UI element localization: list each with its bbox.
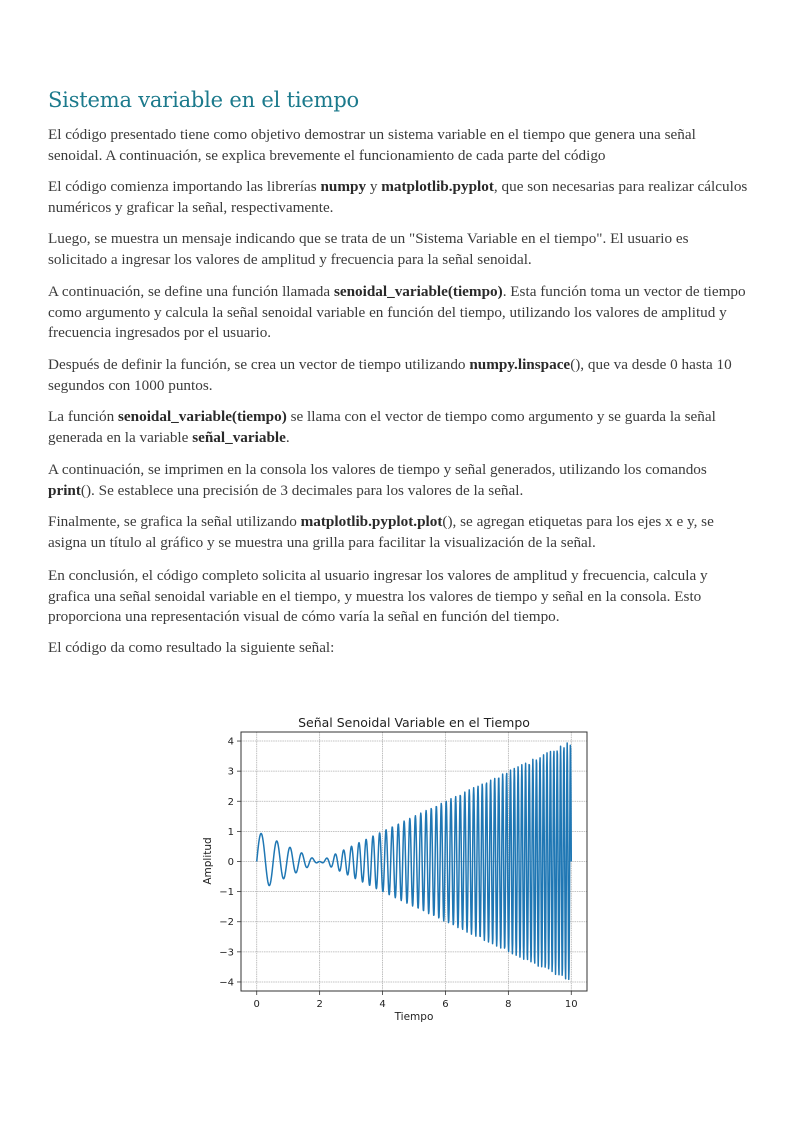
x-tick-label: 0	[253, 999, 260, 1010]
text-run: A continuación, se imprimen en la consola los valores de tiempo y señal generados, utilizando los comandos	[48, 461, 707, 478]
y-tick-label: 2	[227, 796, 234, 808]
text-run: Después de definir la función, se crea un vector de tiempo utilizando	[48, 356, 470, 373]
x-tick-label: 10	[564, 999, 578, 1010]
text-run: El código da como resultado la siguiente señal:	[48, 639, 335, 656]
paragraph	[48, 638, 748, 659]
paragraph	[48, 177, 748, 218]
paragraph	[48, 355, 748, 396]
x-tick-label: 2	[316, 999, 323, 1010]
signal-chart	[195, 708, 605, 1038]
paragraph	[48, 460, 748, 501]
code-term: numpy	[320, 178, 367, 195]
code-term: señal_variable	[192, 428, 286, 446]
text-run: El código presentado tiene como objetivo demostrar un sistema variable en el tiempo que genera una señal senoidal. A continuación, se explica brevemente el funcionamiento de cada parte del código	[48, 126, 696, 164]
code-term: matplotlib.pyplot.plot	[300, 513, 443, 530]
code-term: matplotlib.pyplot	[381, 178, 494, 195]
text-run: En conclusión, el código completo solicita al usuario ingresar los valores de amplitud y frecuencia, calcula y grafica una señal senoidal variable en el tiempo, y muestra los valores de tiempo y señal en la consola. Esto proporciona una representación visual de cómo varía la señal en función del tiempo.	[48, 567, 708, 625]
text-run: .	[285, 428, 290, 446]
paragraph	[48, 282, 748, 344]
text-run: Luego, se muestra un mensaje indicando que se trata de un "Sistema Variable en el tiempo". El usuario es solicitado a ingresar los valores de amplitud y frecuencia para la señal senoidal.	[48, 230, 689, 268]
text-run: . Esta función toma un vector de tiempo como argumento y calcula la señal senoidal variable en función del tiempo, utilizando los valores de amplitud y frecuencia ingresados por el usuario.	[48, 283, 746, 341]
text-run: La función	[48, 408, 119, 425]
x-tick-label: 6	[442, 999, 449, 1010]
y-tick-label: −3	[219, 947, 234, 959]
text-run: El código comienza importando las librerías	[48, 178, 321, 195]
code-term: print	[48, 481, 81, 499]
text-run: Finalmente, se grafica la señal utilizando	[48, 513, 301, 530]
paragraph	[48, 407, 748, 448]
signal-chart-svg	[195, 708, 605, 1038]
x-tick-label: 8	[505, 999, 512, 1010]
paragraph	[48, 512, 748, 553]
paragraph	[48, 229, 748, 270]
chart-title: Señal Senoidal Variable en el Tiempo	[298, 715, 530, 730]
text-run: , que son necesarias para realizar cálculos numéricos y graficar la señal, respectivamente.	[48, 178, 748, 216]
text-run: (), se agregan etiquetas para los ejes x e y, se asigna un título al gráfico y se muestra una grilla para facilitar la visualización de la señal.	[48, 513, 714, 551]
y-tick-label: −2	[219, 917, 234, 929]
y-tick-label: 4	[227, 736, 234, 748]
page-title: Sistema variable en el tiempo	[48, 88, 360, 112]
paragraph	[48, 566, 748, 628]
y-tick-label: −1	[219, 887, 234, 899]
text-run: se llama con el vector de tiempo como argumento y se guarda la señal generada en la variable	[48, 408, 716, 446]
text-run: y	[366, 178, 382, 195]
text-run: A continuación, se define una función llamada	[48, 283, 334, 300]
paragraph	[48, 125, 748, 166]
text-run: (), que va desde 0 hasta 10 segundos con 1000 puntos.	[48, 356, 732, 394]
y-tick-label: 1	[227, 826, 234, 838]
x-tick-label: 4	[379, 999, 386, 1010]
signal-line	[257, 743, 572, 979]
y-axis-label: Amplitud	[202, 837, 214, 885]
code-term: senoidal_variable(tiempo)	[333, 283, 503, 300]
y-tick-label: 3	[227, 766, 234, 778]
code-term: numpy.linspace	[469, 356, 571, 373]
y-tick-label: 0	[227, 857, 234, 868]
y-tick-label: −4	[219, 977, 234, 989]
x-axis-label: Tiempo	[394, 1011, 434, 1023]
code-term: senoidal_variable(tiempo)	[118, 408, 287, 425]
text-run: (). Se establece una precisión de 3 decimales para los valores de la señal.	[80, 481, 524, 499]
